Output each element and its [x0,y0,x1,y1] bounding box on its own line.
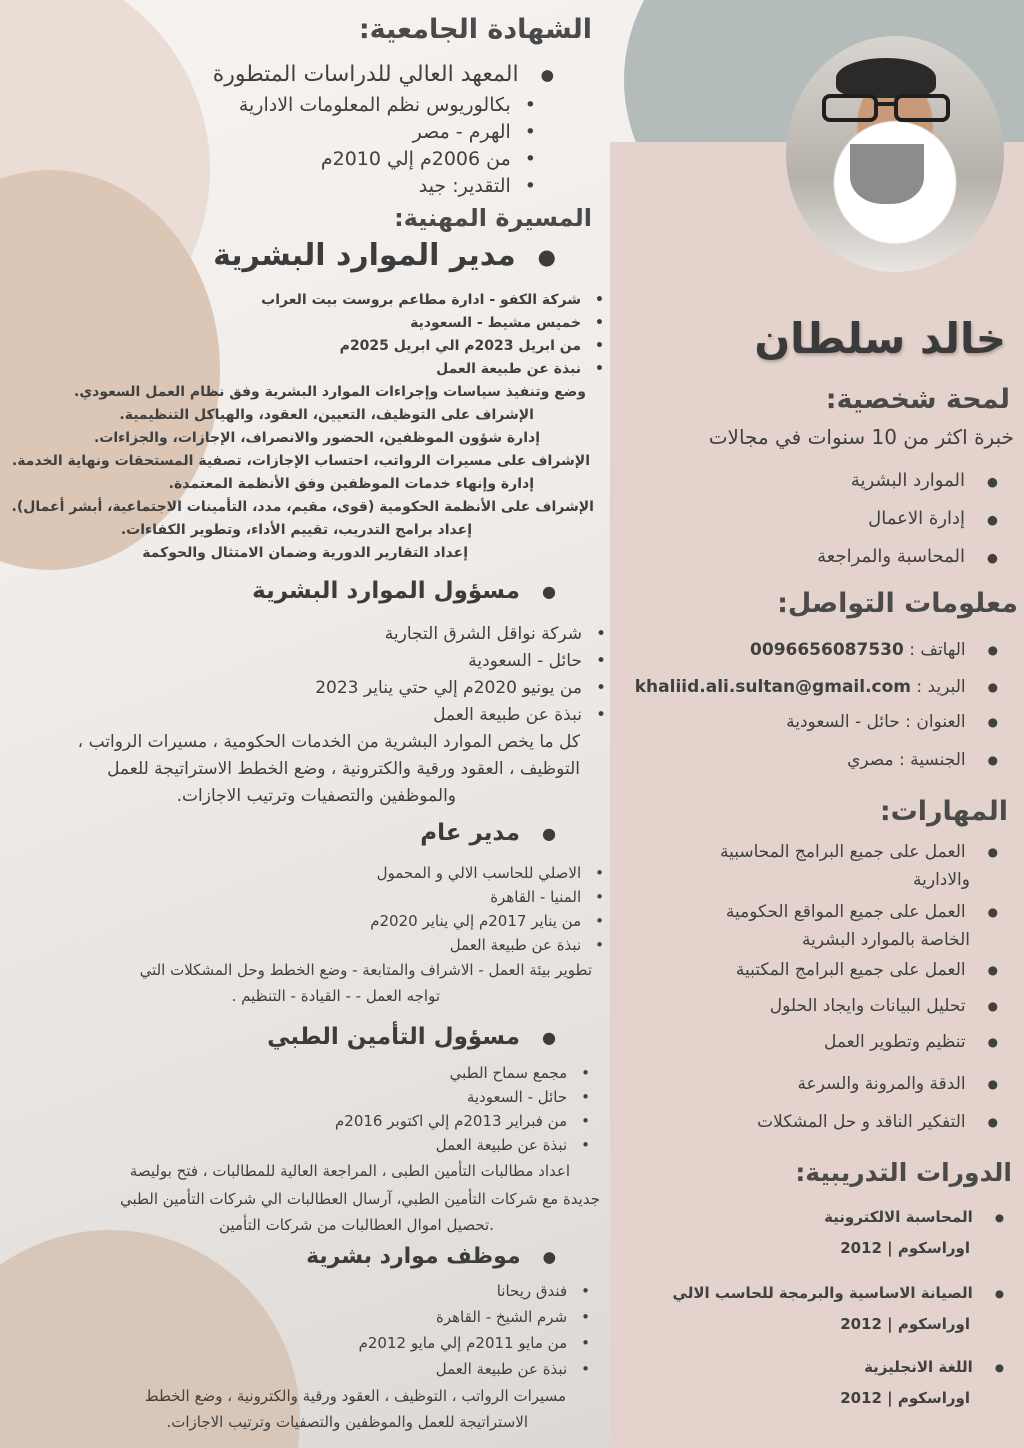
job-description-line: تطوير بيئة العمل - الاشراف والمتابعة - وضع الخطط وحل المشكلات التي [139,961,592,979]
job-description-line: إدارة شؤون الموظفين، الحضور والانصراف، الإجازات، والجزاءات. [93,430,540,446]
profile-photo [786,36,1004,272]
job-description-line: تواجه العمل - - القيادة - التنظيم . [231,987,440,1005]
job-detail: • من مايو 2011م إلي مايو 2012م [359,1334,590,1352]
job-description-line: والموظفين والتصفيات وترتيب الاجازات. [176,786,456,806]
skill-item: ● العمل على جميع البرامج المكتبية [736,960,998,980]
job-description-line: إدارة وإنهاء خدمات الموظفين وفق الأنظمة المعتمدة. [168,476,534,492]
job-detail: • خميس مشيط - السعودية [410,315,604,331]
job-description-line: مسيرات الرواتب ، التوظيف ، العقود ورقية والكترونية ، وضع الخطط [144,1387,566,1405]
contact-phone [750,640,998,660]
job-detail: • شركة الكفو - ادارة مطاعم بروست بيت العراب [261,292,604,308]
courses-heading: الدورات التدريبية: [795,1158,1012,1187]
job-description-line: الإشراف على الأنظمة الحكومية (قوى، مقيم، مدد، التأمينات الاجتماعية، أبشر أعمال). [11,499,594,515]
contact-nationality: ● الجنسية : مصري [847,750,998,770]
course-meta: اوراسكوم | 2012 [840,1315,970,1333]
summary-field: ● الموارد البشرية [851,470,998,491]
contact-heading: معلومات التواصل: [777,588,1018,619]
email-label: البريد : [916,677,966,697]
education-item: • بكالوريوس نظم المعلومات الادارية [239,94,536,116]
job-description-line: الإشراف على التوظيف، التعيين، العقود، والهياكل التنظيمية. [119,407,534,423]
course-name: ● المحاسبة الالكترونية [824,1208,1004,1226]
job-detail: • شرم الشيخ - القاهرة [436,1308,590,1326]
job-title: ● مدير الموارد البشرية [213,238,556,273]
job-detail: • نبذة عن طبيعة العمل [436,1360,590,1378]
skill-item: ● تنظيم وتطوير العمل [824,1032,998,1052]
summary-text: خبرة اكثر من 10 سنوات في مجالات [708,425,1014,449]
job-title: ● مسؤول التأمين الطبي [267,1024,556,1050]
skill-item: ● الدقة والمرونة والسرعة [797,1074,998,1094]
job-detail: • الاصلي للحاسب الالي و المحمول [377,864,604,882]
job-detail: • من يونيو 2020م إلي حتي يناير 2023 [315,678,606,698]
skill-item: ● التفكير الناقد و حل المشكلات [757,1112,998,1132]
job-description-line: إعداد برامج التدريب، تقييم الأداء، وتطوير الكفاءات. [120,522,472,538]
skill-item: ● تحليل البيانات وايجاد الحلول [770,996,998,1016]
skill-item: ● العمل على جميع البرامج المحاسبية [720,842,998,862]
email-value: khaliid.ali.sultan@gmail.com [634,677,911,697]
job-detail: • مجمع سماح الطبي [450,1064,590,1082]
job-description-line: التوظيف ، العقود ورقية والكترونية ، وضع الخطط الاستراتيجة للعمل [107,759,580,779]
skill-item-continued: الخاصة بالموارد البشرية [801,930,970,950]
job-detail: • المنيا - القاهرة [490,888,604,906]
job-title: ● موظف موارد بشرية [306,1244,556,1269]
job-description-line: .تحصيل اموال العطالبات من شركات التأمين [219,1216,494,1234]
person-name: خالد سلطان [754,314,1006,363]
phone-label: الهاتف : [909,640,966,660]
photo-hair-shape [836,58,936,98]
job-description-line: الإشراف على مسيرات الرواتب، احتساب الإجازات، تصفية المستحقات ونهاية الخدمة. [11,453,590,469]
job-description-line: كل ما يخص الموارد البشرية من الخدمات الحكومية ، مسيرات الرواتب ، [77,732,580,752]
education-institute: ● المعهد العالي للدراسات المتطورة [213,62,554,87]
job-detail: • حائل - السعودية [468,651,606,671]
summary-field: ● إدارة الاعمال [868,508,998,529]
job-description-line: اعداد مطالبات التأمين الطبى ، المراجعة العالية للمطالبات ، فتح بوليصة [129,1162,570,1180]
job-detail: • من يناير 2017م إلي يناير 2020م [370,912,604,930]
job-detail: • من ابريل 2023م الي ابريل 2025م [340,338,604,354]
job-detail: • نبذة عن طبيعة العمل [450,936,604,954]
course-name: ● اللغة الانجليزية [864,1358,1004,1376]
job-detail: • شركة نواقل الشرق التجارية [385,624,606,644]
job-title: ● مدير عام [420,820,556,846]
job-detail: • من فبراير 2013م إلي اكتوبر 2016م [335,1112,590,1130]
job-description-line: وضع وتنفيذ سياسات وإجراءات الموارد البشرية وفق نظام العمل السعودي. [74,384,586,400]
job-detail: • نبذة عن طبيعة العمل [436,1136,590,1154]
education-item: • التقدير: جيد [419,175,536,197]
summary-heading: لمحة شخصية: [825,384,1010,415]
course-name: ● الصيانة الاساسية والبرمجة للحاسب الالي [673,1284,1004,1302]
job-title: ● مسؤول الموارد البشرية [252,578,556,604]
job-description-line: الاستراتيجة للعمل والموظفين والتصفيات وترتيب الاجازات. [166,1413,528,1431]
education-item: • من 2006م إلي 2010م [321,148,536,170]
job-detail: • حائل - السعودية [467,1088,590,1106]
course-meta: اوراسكوم | 2012 [840,1389,970,1407]
education-item: • الهرم - مصر [413,121,536,143]
job-description-line: جديدة مع شركات التأمين الطبي، آرسال العطالبات الي شركات التأمين الطبي [119,1190,600,1208]
education-heading: الشهادة الجامعية: [358,14,592,45]
summary-field: ● المحاسبة والمراجعة [817,546,998,567]
skills-heading: المهارات: [879,796,1008,827]
career-heading: المسيرة المهنية: [394,204,592,232]
contact-address: ● العنوان : حائل - السعودية [786,712,998,732]
phone-value: 0096656087530 [750,640,904,660]
job-description-line: إعداد التقارير الدورية وضمان الامتثال والحوكمة [142,545,468,561]
course-meta: اوراسكوم | 2012 [840,1239,970,1257]
skill-item-continued: والادارية [913,870,970,890]
job-detail: • نبذة عن طبيعة العمل [433,705,606,725]
photo-beard-shape [850,144,924,204]
glasses-icon [816,94,956,122]
skill-item: ● العمل على جميع المواقع الحكومية [726,902,998,922]
job-detail: • فندق ريحانا [497,1282,590,1300]
contact-email [635,677,998,697]
job-detail: • نبذة عن طبيعة العمل [436,361,604,377]
